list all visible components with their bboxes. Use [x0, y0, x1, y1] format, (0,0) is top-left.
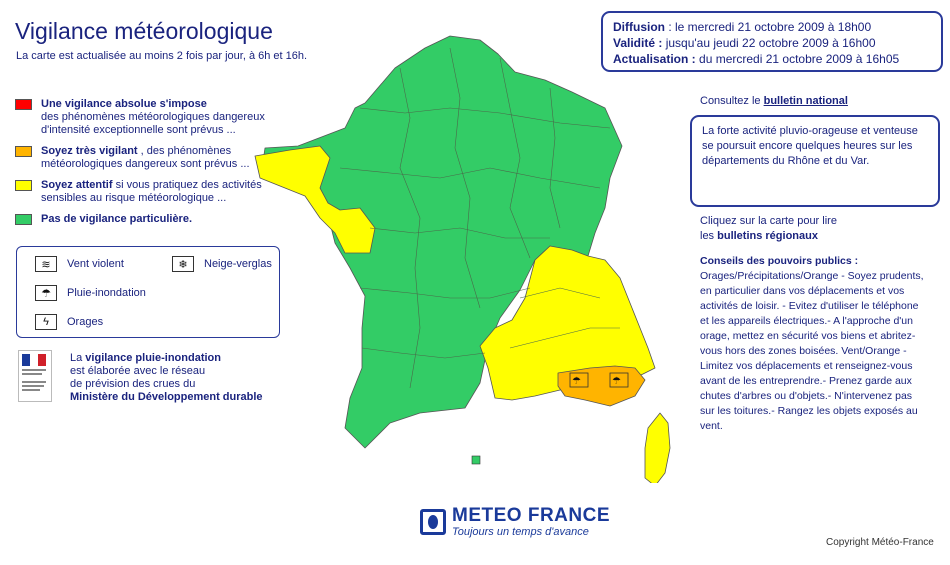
diffusion-value: : le mercredi 21 octobre 2009 à 18h00 [665, 20, 872, 34]
legend-vent-label: Vent violent [67, 258, 124, 270]
svg-text:☂: ☂ [572, 376, 581, 387]
actualisation-label: Actualisation : [613, 52, 696, 66]
legend-orages-label: Orages [67, 316, 104, 328]
click-line-1: Cliquez sur la carte pour lire [700, 215, 837, 227]
page-subtitle: La carte est actualisée au moins 2 fois par jour, à 6h et 16h. [16, 50, 308, 62]
map-paris-inset-marker [472, 456, 480, 464]
consult-pre: Consultez le [700, 95, 764, 107]
conseils-text: Orages/Précipitations/Orange - Soyez prudents, en particulier dans vos déplacements et vos activités de loisir. - Evitez d'utiliser le téléphone et les appareils électriques.- A l'approche d'un orage, mettez en sécurité vos biens et abritez-vous hors des zones boisées. Vent/Orange - Limitez vos déplacements et renseignez-vous avant de les entreprendre.- Prenez garde aux chutes d'arbres ou d'objets.- N'intervenez pas sur les toitures.- Rangez les objets exposés au vent. [700, 270, 924, 432]
gov-line-4-bold: Ministère du Développement durable [70, 391, 263, 403]
click-line-2 [700, 229, 837, 244]
legend-pluie-label: Pluie-inondation [67, 287, 146, 299]
public-advice [700, 254, 925, 434]
legend-swatch-red [15, 99, 32, 110]
conseils-title: Conseils des pouvoirs publics : [700, 255, 859, 267]
legend-swatch-yellow [15, 180, 32, 191]
rain-flood-icon: ☂ [35, 285, 57, 301]
svg-text:☂: ☂ [612, 376, 621, 387]
wind-icon: ≋ [35, 256, 57, 272]
gov-line-4 [70, 391, 263, 404]
france-vigilance-map[interactable] [250, 28, 680, 483]
gov-line-1-bold: vigilance pluie-inondation [85, 352, 221, 364]
legend-orange-title: Soyez très vigilant [41, 145, 138, 157]
phenomena-legend [16, 246, 280, 338]
page-title: Vigilance météorologique [15, 18, 273, 44]
legend-orange-text: , des phénomènes météorologiques dangereux sont prévus ... [41, 145, 250, 170]
map-corsica[interactable] [645, 413, 670, 483]
legend-orages [35, 314, 103, 330]
copyright: Copyright Météo-France [826, 537, 934, 548]
gov-line-1 [70, 352, 263, 365]
legend-yellow-title: Soyez attentif [41, 179, 113, 191]
meteo-france-logo-icon [420, 509, 446, 535]
legend-red-text: des phénomènes météorologiques dangereux d'intensité exceptionnelle sont prévus ... [41, 111, 265, 136]
gov-line-1-pre: La [70, 352, 86, 364]
legend-green-title: Pas de vigilance particulière. [41, 213, 193, 225]
consult-line [700, 95, 848, 107]
gov-line-3: de prévision des crues du [70, 378, 196, 390]
bulletin-national-link[interactable]: bulletin national [763, 95, 848, 107]
click-instruction [700, 214, 837, 244]
bulletins-regionaux-link[interactable]: bulletins régionaux [717, 230, 818, 242]
legend-red-title: Une vigilance absolue s'impose [41, 98, 207, 110]
republique-francaise-logo [18, 350, 52, 402]
lightning-icon: ϟ [35, 314, 57, 330]
legend-neige-label: Neige-verglas [204, 258, 272, 270]
diffusion-label: Diffusion [613, 20, 665, 34]
validite-label: Validité : [613, 36, 663, 50]
legend-vent [35, 256, 124, 272]
logo-text [452, 506, 610, 538]
alert-message-box: La forte activité pluvio-orageuse et venteuse se poursuit encore quelques heures sur les départements du Rhône et du Var. [690, 115, 940, 207]
meteo-france-logo[interactable] [420, 505, 610, 539]
snow-ice-icon: ❄ [172, 256, 194, 272]
actualisation-value: du mercredi 21 octobre 2009 à 16h05 [695, 52, 900, 66]
legend-swatch-green [15, 214, 32, 225]
click-pre: les [700, 230, 718, 242]
logo-tagline: Toujours un temps d'avance [452, 526, 589, 538]
legend-swatch-orange [15, 146, 32, 157]
logo-brand: METEO FRANCE [452, 505, 610, 526]
government-text [70, 352, 263, 404]
legend-yellow-text: si vous pratiquez des activités sensibles au risque météorologique ... [41, 179, 262, 204]
legend-pluie [35, 285, 146, 301]
validite-value: jusqu'au jeudi 22 octobre 2009 à 16h00 [662, 36, 876, 50]
gov-line-2: est élaborée avec le réseau [70, 365, 206, 377]
